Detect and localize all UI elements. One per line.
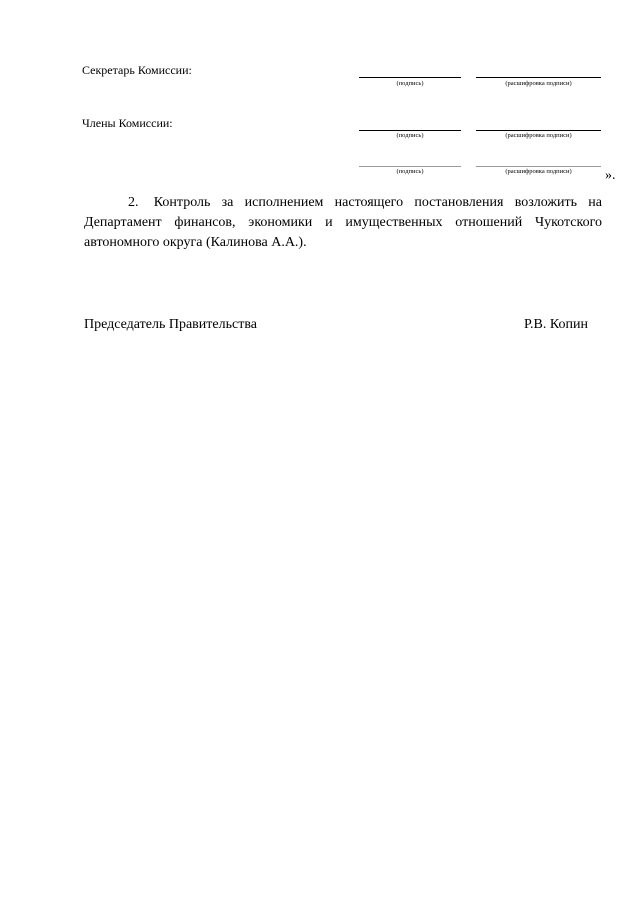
secretary-decoding-caption: (расшифровка подписи) <box>505 80 572 87</box>
member2-signature-line <box>359 166 461 167</box>
paragraph-text: Контроль за исполнением настоящего постановления возложить на Департамент финансов, экономики и имущественных отношений Чукотского автономного округа (Калинова А.А.). <box>84 195 603 250</box>
secretary-signature-caption: (подпись) <box>396 80 424 87</box>
paragraph-number: 2. <box>128 195 139 210</box>
secretary-label: Секретарь Комиссии: <box>82 63 192 77</box>
member2-signature-caption: (подпись) <box>396 168 424 175</box>
member1-signature-line <box>359 130 461 131</box>
member1-signature-caption: (подпись) <box>396 132 424 139</box>
secretary-signature-line <box>359 77 461 78</box>
member1-decoding-caption: (расшифровка подписи) <box>505 132 572 139</box>
secretary-decoding-line <box>476 77 601 78</box>
member1-decoding-line <box>476 130 601 131</box>
member2-decoding-line <box>476 166 601 167</box>
member2-decoding-caption: (расшифровка подписи) <box>505 168 572 175</box>
closing-quote: ». <box>605 168 616 183</box>
members-label: Члены Комиссии: <box>82 116 173 130</box>
chair-title: Председатель Правительства <box>84 317 257 332</box>
chair-name: Р.В. Копин <box>524 317 588 332</box>
paragraph-2 <box>84 193 602 253</box>
